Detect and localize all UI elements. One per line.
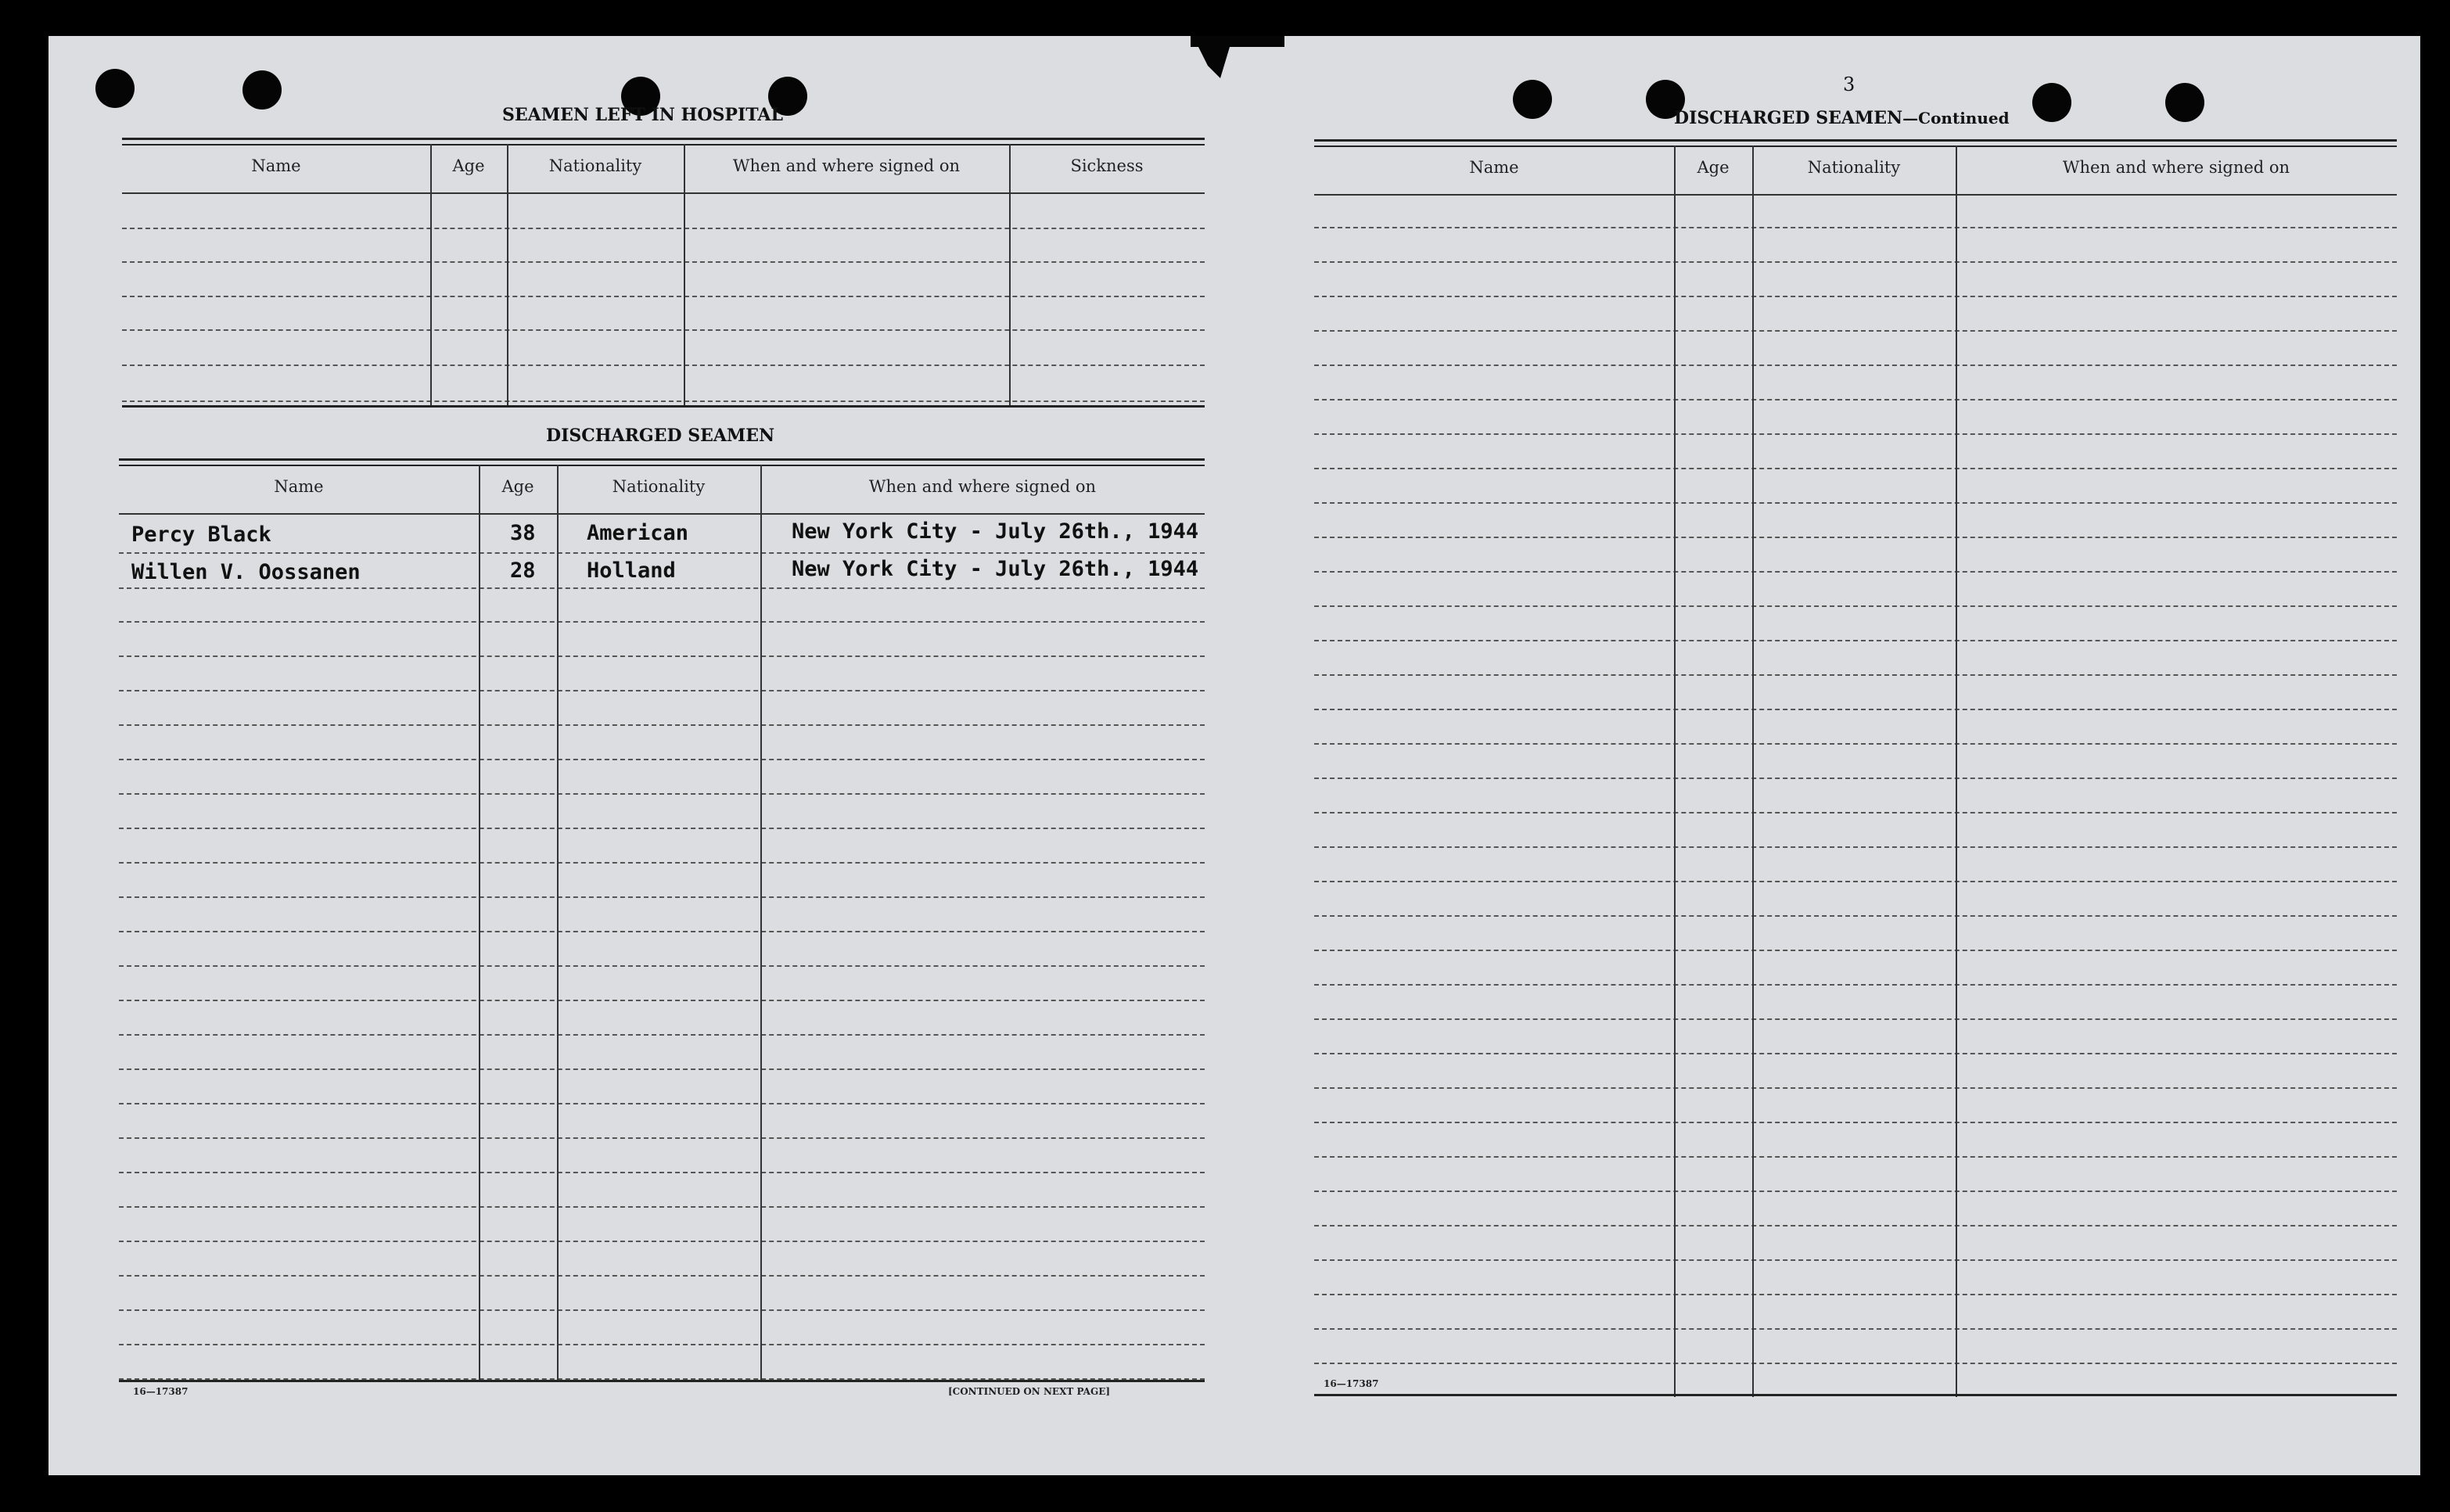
header-signed-on: When and where signed on (868, 477, 1097, 496)
right-page-title (1674, 108, 2010, 128)
punch-hole (95, 69, 135, 108)
right-title-main: DISCHARGED SEAMEN (1674, 108, 1903, 128)
right-title-continued: —Continued (1902, 109, 2010, 127)
discharged-section-title: DISCHARGED SEAMEN (546, 426, 775, 446)
discharged-row-1-age: 38 (510, 521, 536, 545)
discharged-row-2-nationality: Holland (587, 558, 676, 583)
header-age: Age (501, 477, 534, 496)
header-nationality: Nationality (1807, 158, 1901, 177)
header-signed-on: When and where signed on (2062, 158, 2290, 177)
header-nationality: Nationality (548, 156, 642, 175)
header-sickness: Sickness (1070, 156, 1144, 175)
discharged-row-2-signed-on: New York City - July 26th., 1944 (792, 557, 1199, 581)
punch-hole (2032, 83, 2071, 122)
form-number: 16—17387 (133, 1386, 189, 1397)
discharged-row-1-name: Percy Black (131, 523, 271, 547)
header-name: Name (274, 477, 324, 496)
discharged-row-1-nationality: American (587, 521, 689, 545)
header-age: Age (452, 156, 485, 175)
discharged-row-2-name: Willen V. Oossanen (131, 560, 361, 584)
header-signed-on: When and where signed on (732, 156, 961, 175)
punch-hole (1513, 80, 1552, 119)
header-name: Name (1469, 158, 1519, 177)
header-age: Age (1697, 158, 1730, 177)
discharged-row-1-signed-on: New York City - July 26th., 1944 (792, 519, 1199, 544)
hospital-table (122, 138, 1205, 443)
document-sheet (48, 36, 2420, 1475)
punch-hole (2165, 83, 2204, 122)
punch-hole (242, 70, 282, 110)
paper-tear (1191, 36, 1284, 47)
header-nationality: Nationality (612, 477, 706, 496)
continued-note: [CONTINUED ON NEXT PAGE] (948, 1386, 1111, 1397)
right-form-number: 16—17387 (1324, 1378, 1379, 1389)
hospital-section-title: SEAMEN LEFT IN HOSPITAL (502, 105, 783, 125)
discharged-continued-table (1314, 139, 2397, 1414)
paper-tear (1198, 47, 1230, 78)
discharged-table (119, 458, 1205, 1420)
discharged-row-2-age: 28 (510, 558, 536, 583)
page-number: 3 (1843, 74, 1855, 95)
header-name: Name (251, 156, 301, 175)
